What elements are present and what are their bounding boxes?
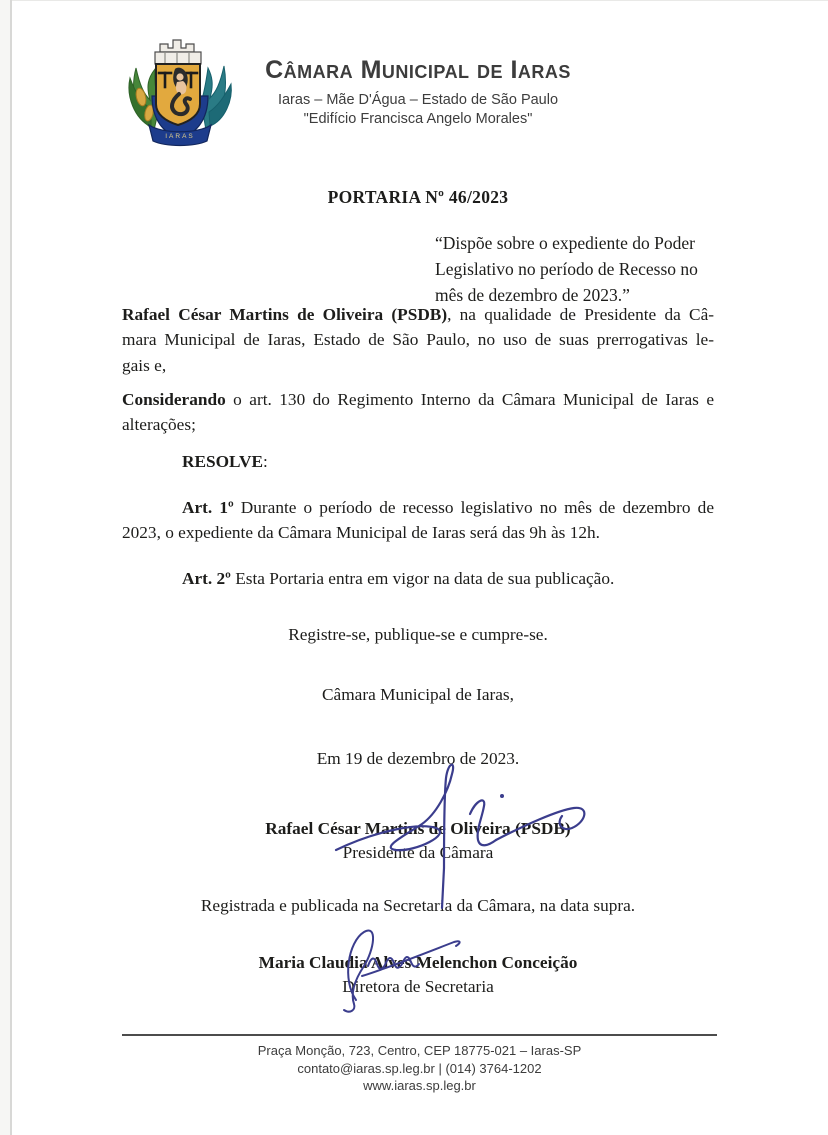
closing-order: Registre-se, publique-se e cumpre-se. (288, 625, 548, 644)
article-1-text: Durante o período de recesso legislativo no mês de dezembro de (233, 498, 714, 517)
signatory-2-role: Diretora de Secretaria (342, 977, 494, 996)
registration-note: Registrada e publicada na Secretaria da Câmara, na data supra. (200, 896, 636, 915)
preamble-text: mara Municipal de Iaras, Estado de São Paulo, no uso de suas prerrogativas le- (122, 330, 714, 350)
epigraph-line: Legislativo no período de Recesso no (435, 259, 698, 279)
footer (122, 1042, 717, 1095)
org-subtitle: Iaras – Mãe D'Água – Estado de São Paulo (277, 92, 559, 108)
president-name-lead: Rafael César Martins de Oliveira (PSDB) (122, 305, 448, 324)
considering-text: o art. 130 do Regimento Interno da Câmara Municipal de Iaras e (225, 390, 714, 409)
signatory-1-role: Presidente da Câmara (342, 843, 494, 862)
preamble-text: gais e, (122, 355, 167, 375)
preamble-text: , na qualidade de Presidente da Câ- (447, 305, 714, 324)
considering-text: alterações; (122, 415, 196, 435)
article-1 (122, 495, 714, 546)
signatory-2-name: Maria Claudia Alves Melenchon Conceição (258, 953, 578, 972)
considering-lead: Considerando (122, 390, 226, 409)
signatory-1-name: Rafael César Martins de Oliveira (PSDB) (265, 819, 571, 838)
scan-edge-strip (0, 0, 10, 1135)
closing-place: Câmara Municipal de Iaras, (322, 685, 514, 704)
resolve-heading: RESOLVE: (182, 452, 268, 471)
preamble-paragraph (122, 302, 714, 378)
footer-address: Praça Monção, 723, Centro, CEP 18775-021 – Iaras-SP (257, 1043, 582, 1058)
article-2-lead: Art. 2º (182, 569, 231, 588)
scan-top-line (12, 0, 828, 1)
resolve-lead: RESOLVE (182, 452, 264, 471)
org-name: Câmara Municipal de Iaras (265, 56, 571, 84)
crest-ribbon-label: IARAS (165, 133, 195, 140)
article-1-lead: Art. 1º (182, 498, 234, 517)
considering-paragraph (122, 387, 714, 438)
closing-date: Em 19 de dezembro de 2023. (316, 749, 520, 768)
epigraph-line: mês de dezembro de 2023.” (435, 285, 630, 305)
scan-edge-line (10, 0, 12, 1135)
document-title: PORTARIA Nº 46/2023 (327, 187, 509, 207)
coat-of-arms-icon (124, 34, 236, 150)
letterhead (248, 56, 588, 127)
footer-divider (122, 1034, 717, 1036)
article-2-text: Esta Portaria entra em vigor na data de sua publicação. (230, 569, 615, 588)
footer-contact: contato@iaras.sp.leg.br | (014) 3764-1202 (297, 1060, 542, 1076)
epigraph-line: “Dispõe sobre o expediente do Poder (435, 233, 695, 253)
article-2 (122, 566, 774, 591)
article-1-text: 2023, o expediente da Câmara Municipal de Iaras será das 9h às 12h. (122, 523, 600, 543)
org-building-name: "Edifício Francisca Angelo Morales" (303, 111, 533, 127)
footer-website: www.iaras.sp.leg.br (363, 1078, 476, 1093)
epigraph-quote (435, 230, 725, 308)
crest-mural-crown-icon (155, 40, 201, 64)
